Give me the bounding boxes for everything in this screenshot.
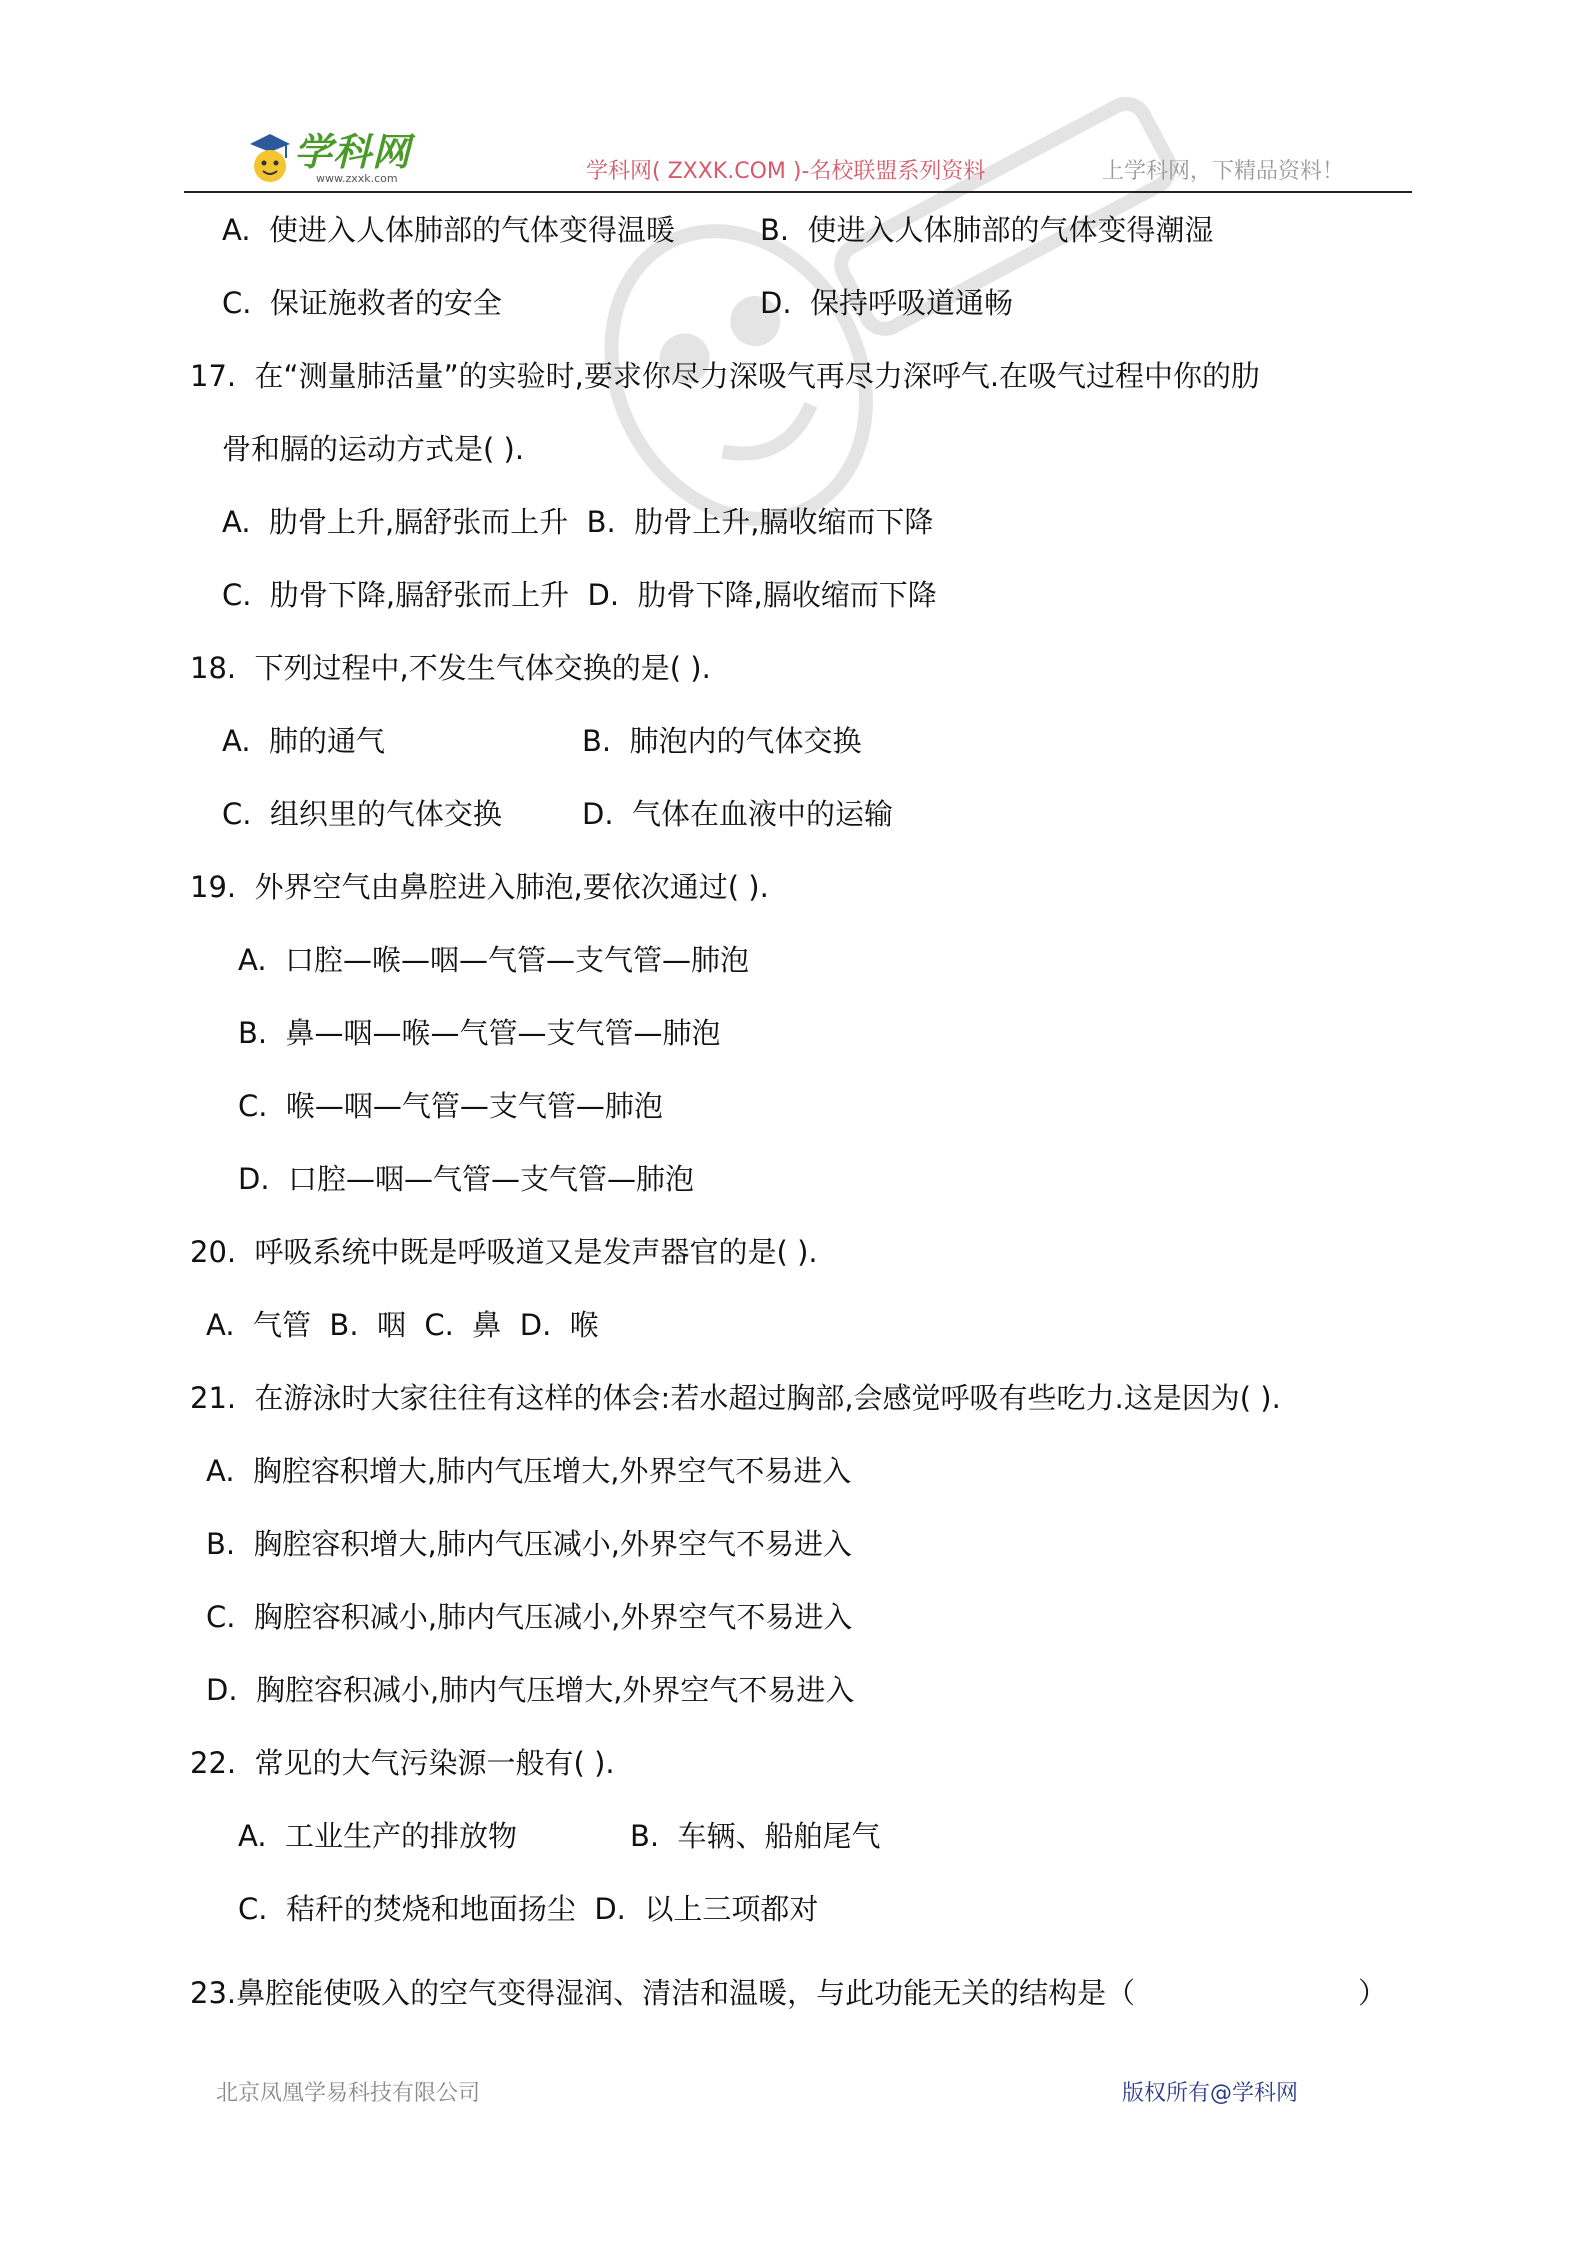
q16-option-c: C. 保证施救者的安全 — [222, 286, 502, 320]
q19-option-c: C. 喉—咽—气管—支气管—肺泡 — [238, 1089, 663, 1123]
q23-stem: 23.鼻腔能使吸入的空气变得湿润、清洁和温暖，与此功能无关的结构是（ — [190, 1976, 1136, 2010]
q16-option-b: B. 使进入人体肺部的气体变得潮湿 — [760, 213, 1214, 247]
q17-options-cd: C. 肋骨下降,膈舒张而上升 D. 肋骨下降,膈收缩而下降 — [222, 578, 937, 612]
q18-stem: 18. 下列过程中,不发生气体交换的是( ). — [190, 651, 711, 685]
q16-option-a: A. 使进入人体肺部的气体变得温暖 — [222, 213, 675, 247]
site-logo — [246, 116, 411, 186]
q18-option-d: D. 气体在血液中的运输 — [582, 797, 893, 831]
q19-stem: 19. 外界空气由鼻腔进入肺泡,要依次通过( ). — [190, 870, 769, 904]
q21-option-b: B. 胸腔容积增大,肺内气压减小,外界空气不易进入 — [206, 1527, 852, 1561]
header-right-text: 上学科网，下精品资料！ — [1102, 159, 1345, 184]
q18-option-b: B. 肺泡内的气体交换 — [582, 724, 862, 758]
q23-paren-close: ） — [1358, 1976, 1388, 2010]
q21-option-c: C. 胸腔容积减小,肺内气压减小,外界空气不易进入 — [206, 1600, 853, 1634]
q19-option-b: B. 鼻—咽—喉—气管—支气管—肺泡 — [238, 1016, 721, 1050]
header-divider — [184, 191, 1412, 193]
q22-options-cd: C. 秸秆的焚烧和地面扬尘 D. 以上三项都对 — [238, 1892, 819, 1926]
q20-stem: 20. 呼吸系统中既是呼吸道又是发声器官的是( ). — [190, 1235, 818, 1269]
footer-company: 北京凤凰学易科技有限公司 — [216, 2081, 481, 2106]
q19-option-d: D. 口腔—咽—气管—支气管—肺泡 — [238, 1162, 694, 1196]
q17-stem-line2: 骨和膈的运动方式是( ). — [222, 432, 525, 466]
q22-option-a: A. 工业生产的排放物 — [238, 1819, 517, 1853]
q16-option-d: D. 保持呼吸道通畅 — [760, 286, 1013, 320]
logo-mascot-icon — [246, 130, 292, 186]
q18-option-c: C. 组织里的气体交换 — [222, 797, 502, 831]
q22-stem: 22. 常见的大气污染源一般有( ). — [190, 1746, 615, 1780]
q20-options: A. 气管 B. 咽 C. 鼻 D. 喉 — [206, 1308, 599, 1342]
q21-option-d: D. 胸腔容积减小,肺内气压增大,外界空气不易进入 — [206, 1673, 855, 1707]
q19-option-a: A. 口腔—喉—咽—气管—支气管—肺泡 — [238, 943, 749, 977]
logo-name: 学科网 — [294, 130, 412, 174]
q21-option-a: A. 胸腔容积增大,肺内气压增大,外界空气不易进入 — [206, 1454, 852, 1488]
footer-copyright: 版权所有@学科网 — [1122, 2081, 1299, 2106]
logo-url: www.zxxk.com — [316, 172, 398, 185]
q17-stem-line1: 17. 在“测量肺活量”的实验时,要求你尽力深吸气再尽力深呼气.在吸气过程中你的肋 — [190, 359, 1261, 393]
q17-options-ab: A. 肋骨上升,膈舒张而上升 B. 肋骨上升,膈收缩而下降 — [222, 505, 934, 539]
header-center-text: 学科网( ZXXK.COM )-名校联盟系列资料 — [586, 159, 986, 184]
q22-option-b: B. 车辆、船舶尾气 — [630, 1819, 881, 1853]
q21-stem: 21. 在游泳时大家往往有这样的体会:若水超过胸部,会感觉呼吸有些吃力.这是因为( ). — [190, 1381, 1281, 1415]
q18-option-a: A. 肺的通气 — [222, 724, 385, 758]
